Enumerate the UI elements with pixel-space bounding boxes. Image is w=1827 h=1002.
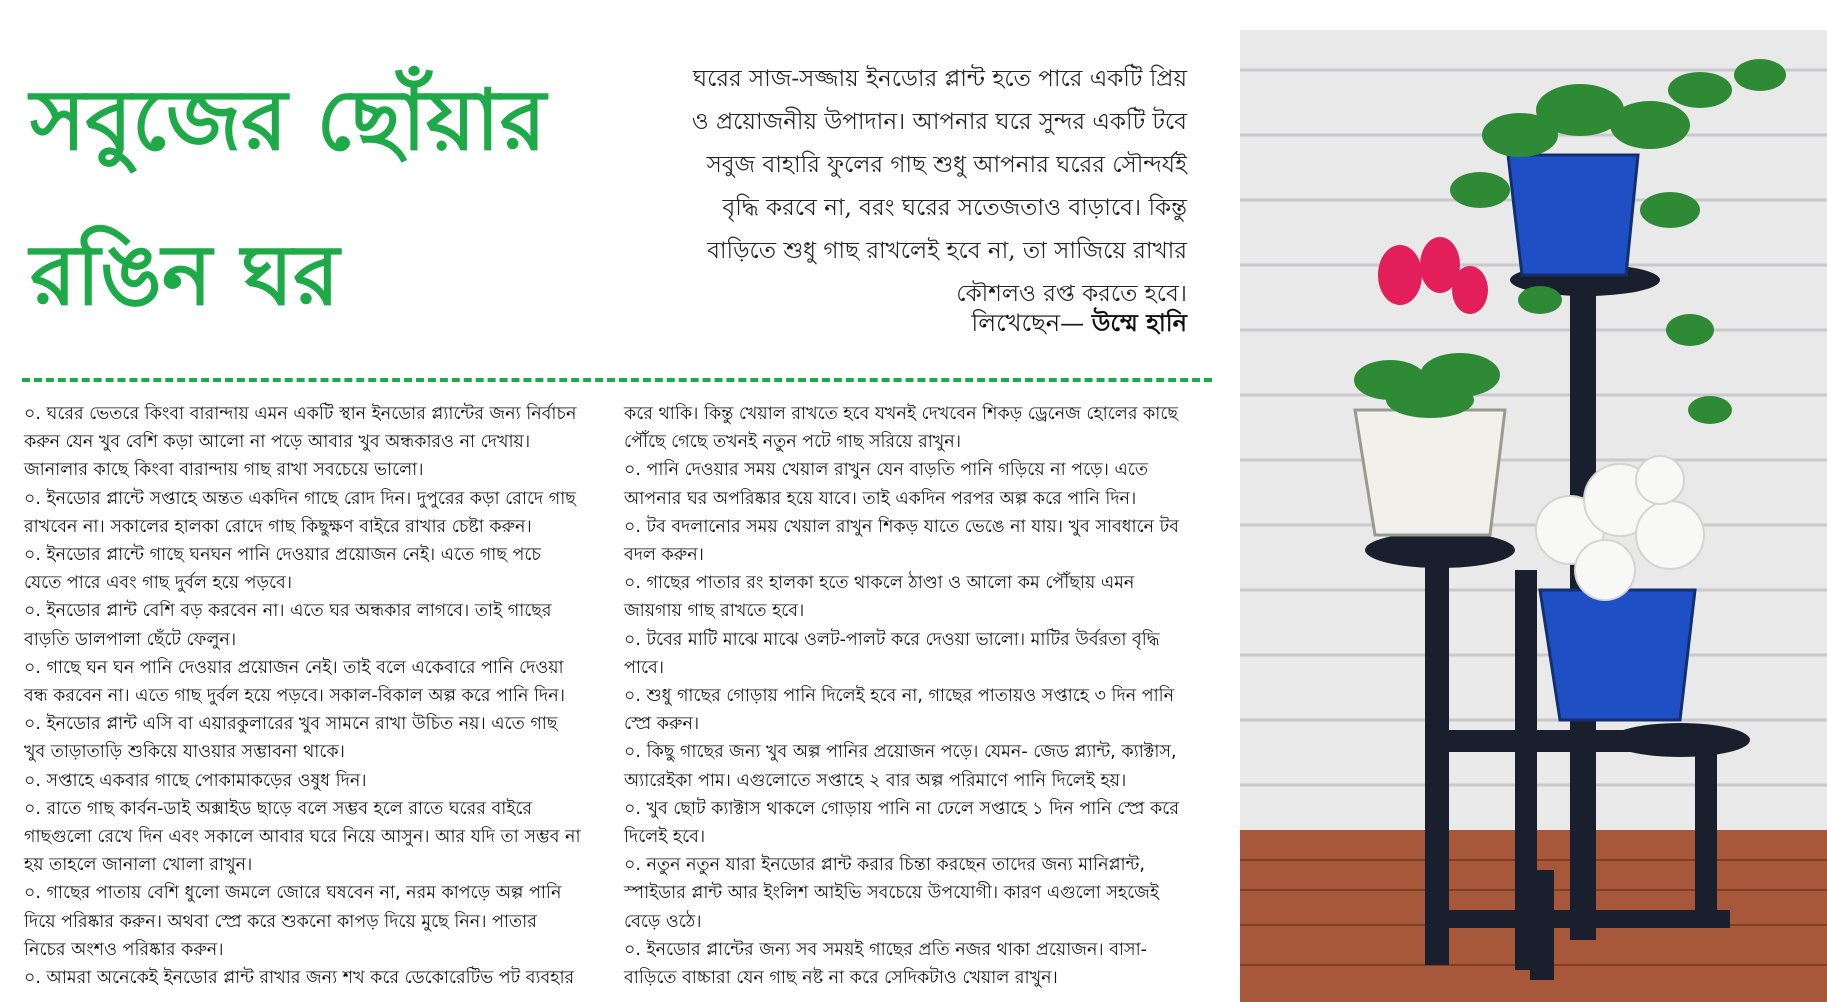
headline-line-1: সবুজের ছোঁয়ার — [30, 71, 546, 169]
text-line: ০. ইনডোর প্লান্টে গাছে ঘনঘন পানি দেওয়ার প্রয়োজন নেই। এতে গাছ পচে — [24, 545, 541, 566]
dashed-divider — [22, 378, 1212, 382]
text-line: ০. সপ্তাহে একবার গাছে পোকামাকড়ের ওষুধ দিন। — [24, 770, 367, 791]
text-line: ০. পানি দেওয়ার সময় খেয়াল রাখুন যেন বাড়তি পানি গড়িয়ে না পড়ে। এতে — [624, 460, 1148, 481]
text-line: ০. শুধু গাছের গোড়ায় পানি দিলেই হবে না, গাছের পাতায়ও সপ্তাহে ৩ দিন পানি — [624, 686, 1175, 707]
intro-line: ও প্রয়োজনীয় উপাদান। আপনার ঘরে সুন্দর একটি টবে — [691, 109, 1187, 135]
headline-line-2: রঙিন ঘর — [30, 226, 340, 324]
right-column — [624, 400, 1214, 992]
text-line: ০. গাছের পাতার রং হালকা হতে থাকলে ঠাণ্ডা ও আলো কম পৌঁছায় এমন — [624, 573, 1135, 594]
text-line: জানালার কাছে কিংবা বারান্দায় গাছ রাখা সবচেয়ে ভালো। — [24, 460, 424, 481]
text-line: ০. টব বদলানোর সময় খেয়াল রাখুন শিকড় যাতে ভেঙে না যায়। খুব সাবধানে টব — [624, 516, 1179, 537]
text-line: ০. টবের মাটি মাঝে মাঝে ওলট-পালট করে দেওয়া ভালো। মাটির উর্বরতা বৃদ্ধি — [624, 629, 1160, 650]
text-line: বন্ধ করবেন না। এতে গাছ দুর্বল হয়ে পড়বে। সকাল-বিকাল অল্প করে পানি দিন। — [24, 686, 565, 707]
text-line: ০. ইনডোর প্লান্টে সপ্তাহে অন্তত একদিন গাছে রোদ দিন। দুপুরের কড়া রোদে গাছ — [24, 488, 576, 509]
text-line: বদল করুন। — [624, 545, 704, 566]
plant-stand-photo — [1240, 30, 1827, 1002]
intro-line: বাড়িতে শুধু গাছ রাখলেই হবে না, তা সাজিয়ে রাখার — [707, 238, 1187, 264]
text-line: করে থাকি। কিন্তু খেয়াল রাখতে হবে যখনই দেখবেন শিকড় ড্রেনেজ হোলের কাছে — [624, 404, 1178, 424]
text-line: ০. আমরা অনেকেই ইনডোর প্লান্ট রাখার জন্য শখ করে ডেকোরেটিভ পট ব্যবহার — [24, 968, 575, 989]
plant-stand-illustration — [1240, 30, 1827, 1002]
text-line: পাবে। — [624, 657, 664, 678]
left-column — [24, 400, 614, 992]
text-line: আপনার ঘর অপরিষ্কার হয়ে যাবে। তাই একদিন পরপর অল্প করে পানি দিন। — [624, 488, 1137, 509]
text-line: ০. গাছে ঘন ঘন পানি দেওয়ার প্রয়োজন নেই। তাই বলে একেবারে পানি দেওয়া — [24, 657, 564, 678]
text-line: ০. ইনডোর প্লান্টের জন্য সব সময়ই গাছের প্রতি নজর থাকা প্রয়োজন। বাসা- — [624, 939, 1147, 960]
intro-line: ঘরের সাজ-সজ্জায় ইনডোর প্লান্ট হতে পারে একটি প্রিয় — [692, 66, 1187, 92]
text-line: বাড়তি ডালপালা ছেঁটে ফেলুন। — [24, 629, 237, 650]
text-line: গাছগুলো রেখে দিন এবং সকালে আবার ঘরে নিয়ে আসুন। আর যদি তা সম্ভব না — [24, 827, 581, 848]
text-line: করুন যেন খুব বেশি কড়া আলো না পড়ে আবার খুব অন্ধকারও না দেখায়। — [24, 432, 531, 453]
text-line: ০. ঘরের ভেতরে কিংবা বারান্দায় এমন একটি স্থান ইনডোর প্ল্যান্টের জন্য নির্বাচন — [24, 404, 577, 424]
text-line: যেতে পারে এবং গাছ দুর্বল হয়ে পড়বে। — [24, 573, 292, 594]
author-name: উম্মে হানি — [1091, 308, 1187, 337]
text-line: দিলেই হবে। — [624, 827, 706, 848]
intro-line: বৃদ্ধি করবে না, বরং ঘরের সতেজতাও বাড়াবে। কিন্তু — [722, 195, 1187, 221]
text-line: ০. গাছের পাতায় বেশি ধুলো জমলে জোরে ঘষবেন না, নরম কাপড়ে অল্প পানি — [24, 883, 562, 904]
text-line: রাখবেন না। সকালের হালকা রোদে গাছ কিছুক্ষণ বাইরে রাখার চেষ্টা করুন। — [24, 516, 532, 537]
text-line: স্পাইডার প্লান্ট আর ইংলিশ আইভি সবচেয়ে উপযোগী। কারণ এগুলো সহজেই — [624, 883, 1159, 904]
text-line: ০. কিছু গাছের জন্য খুব অল্প পানির প্রয়োজন পড়ে। যেমন- জেড প্ল্যান্ট, ক্যাক্টাস, — [624, 742, 1177, 763]
text-line: স্প্রে করুন। — [624, 714, 700, 735]
byline — [971, 305, 1187, 345]
text-line: ০. নতুন নতুন যারা ইনডোর প্লান্ট করার চিন্তা করছেন তাদের জন্য মানিপ্লান্ট, — [624, 855, 1145, 876]
intro-line: সবুজ বাহারি ফুলের গাছ শুধু আপনার ঘরের সৌন্দর্যই — [706, 152, 1187, 178]
text-line: খুব তাড়াতাড়ি শুকিয়ে যাওয়ার সম্ভাবনা থাকে। — [24, 742, 345, 763]
intro-line: কৌশলও রপ্ত করতে হবে। — [956, 281, 1187, 307]
text-line: জায়গায় গাছ রাখতে হবে। — [624, 601, 805, 622]
text-line: বাড়িতে বাচ্চারা যেন গাছ নষ্ট না করে সেদিকটাও খেয়াল রাখুন। — [624, 968, 1058, 989]
intro-paragraph — [627, 58, 1187, 316]
text-line: ০. রাতে গাছ কার্বন-ডাই অক্সাইড ছাড়ে বলে সম্ভব হলে রাতে ঘরের বাইরে — [24, 798, 533, 819]
text-line: ০. খুব ছোট ক্যাক্টাস থাকলে গোড়ায় পানি না ঢেলে সপ্তাহে ১ দিন পানি স্প্রে করে — [624, 798, 1179, 819]
text-line: পৌঁছে গেছে তখনই নতুন পটে গাছ সরিয়ে রাখুন। — [624, 432, 961, 453]
text-line: অ্যারেইকা পাম। এগুলোতে সপ্তাহে ২ বার অল্প পরিমাণে পানি দিলেই হয়। — [624, 770, 1127, 791]
text-line: দিয়ে পরিষ্কার করুন। অথবা স্প্রে করে শুকনো কাপড় দিয়ে মুছে নিন। পাতার — [24, 911, 537, 932]
text-line: ০. ইনডোর প্লান্ট এসি বা এয়ারকুলারের খুব সামনে রাখা উচিত নয়। এতে গাছ — [24, 714, 558, 735]
text-line: ০. ইনডোর প্লান্ট বেশি বড় করবেন না। এতে ঘর অন্ধকার লাগবে। তাই গাছের — [24, 601, 552, 622]
byline-prefix: লিখেছেন— — [971, 309, 1085, 337]
text-line: বেড়ে ওঠে। — [624, 911, 702, 932]
text-line: হয় তাহলে জানালা খোলা রাখুন। — [24, 855, 253, 876]
text-line: নিচের অংশও পরিষ্কার করুন। — [24, 939, 224, 960]
